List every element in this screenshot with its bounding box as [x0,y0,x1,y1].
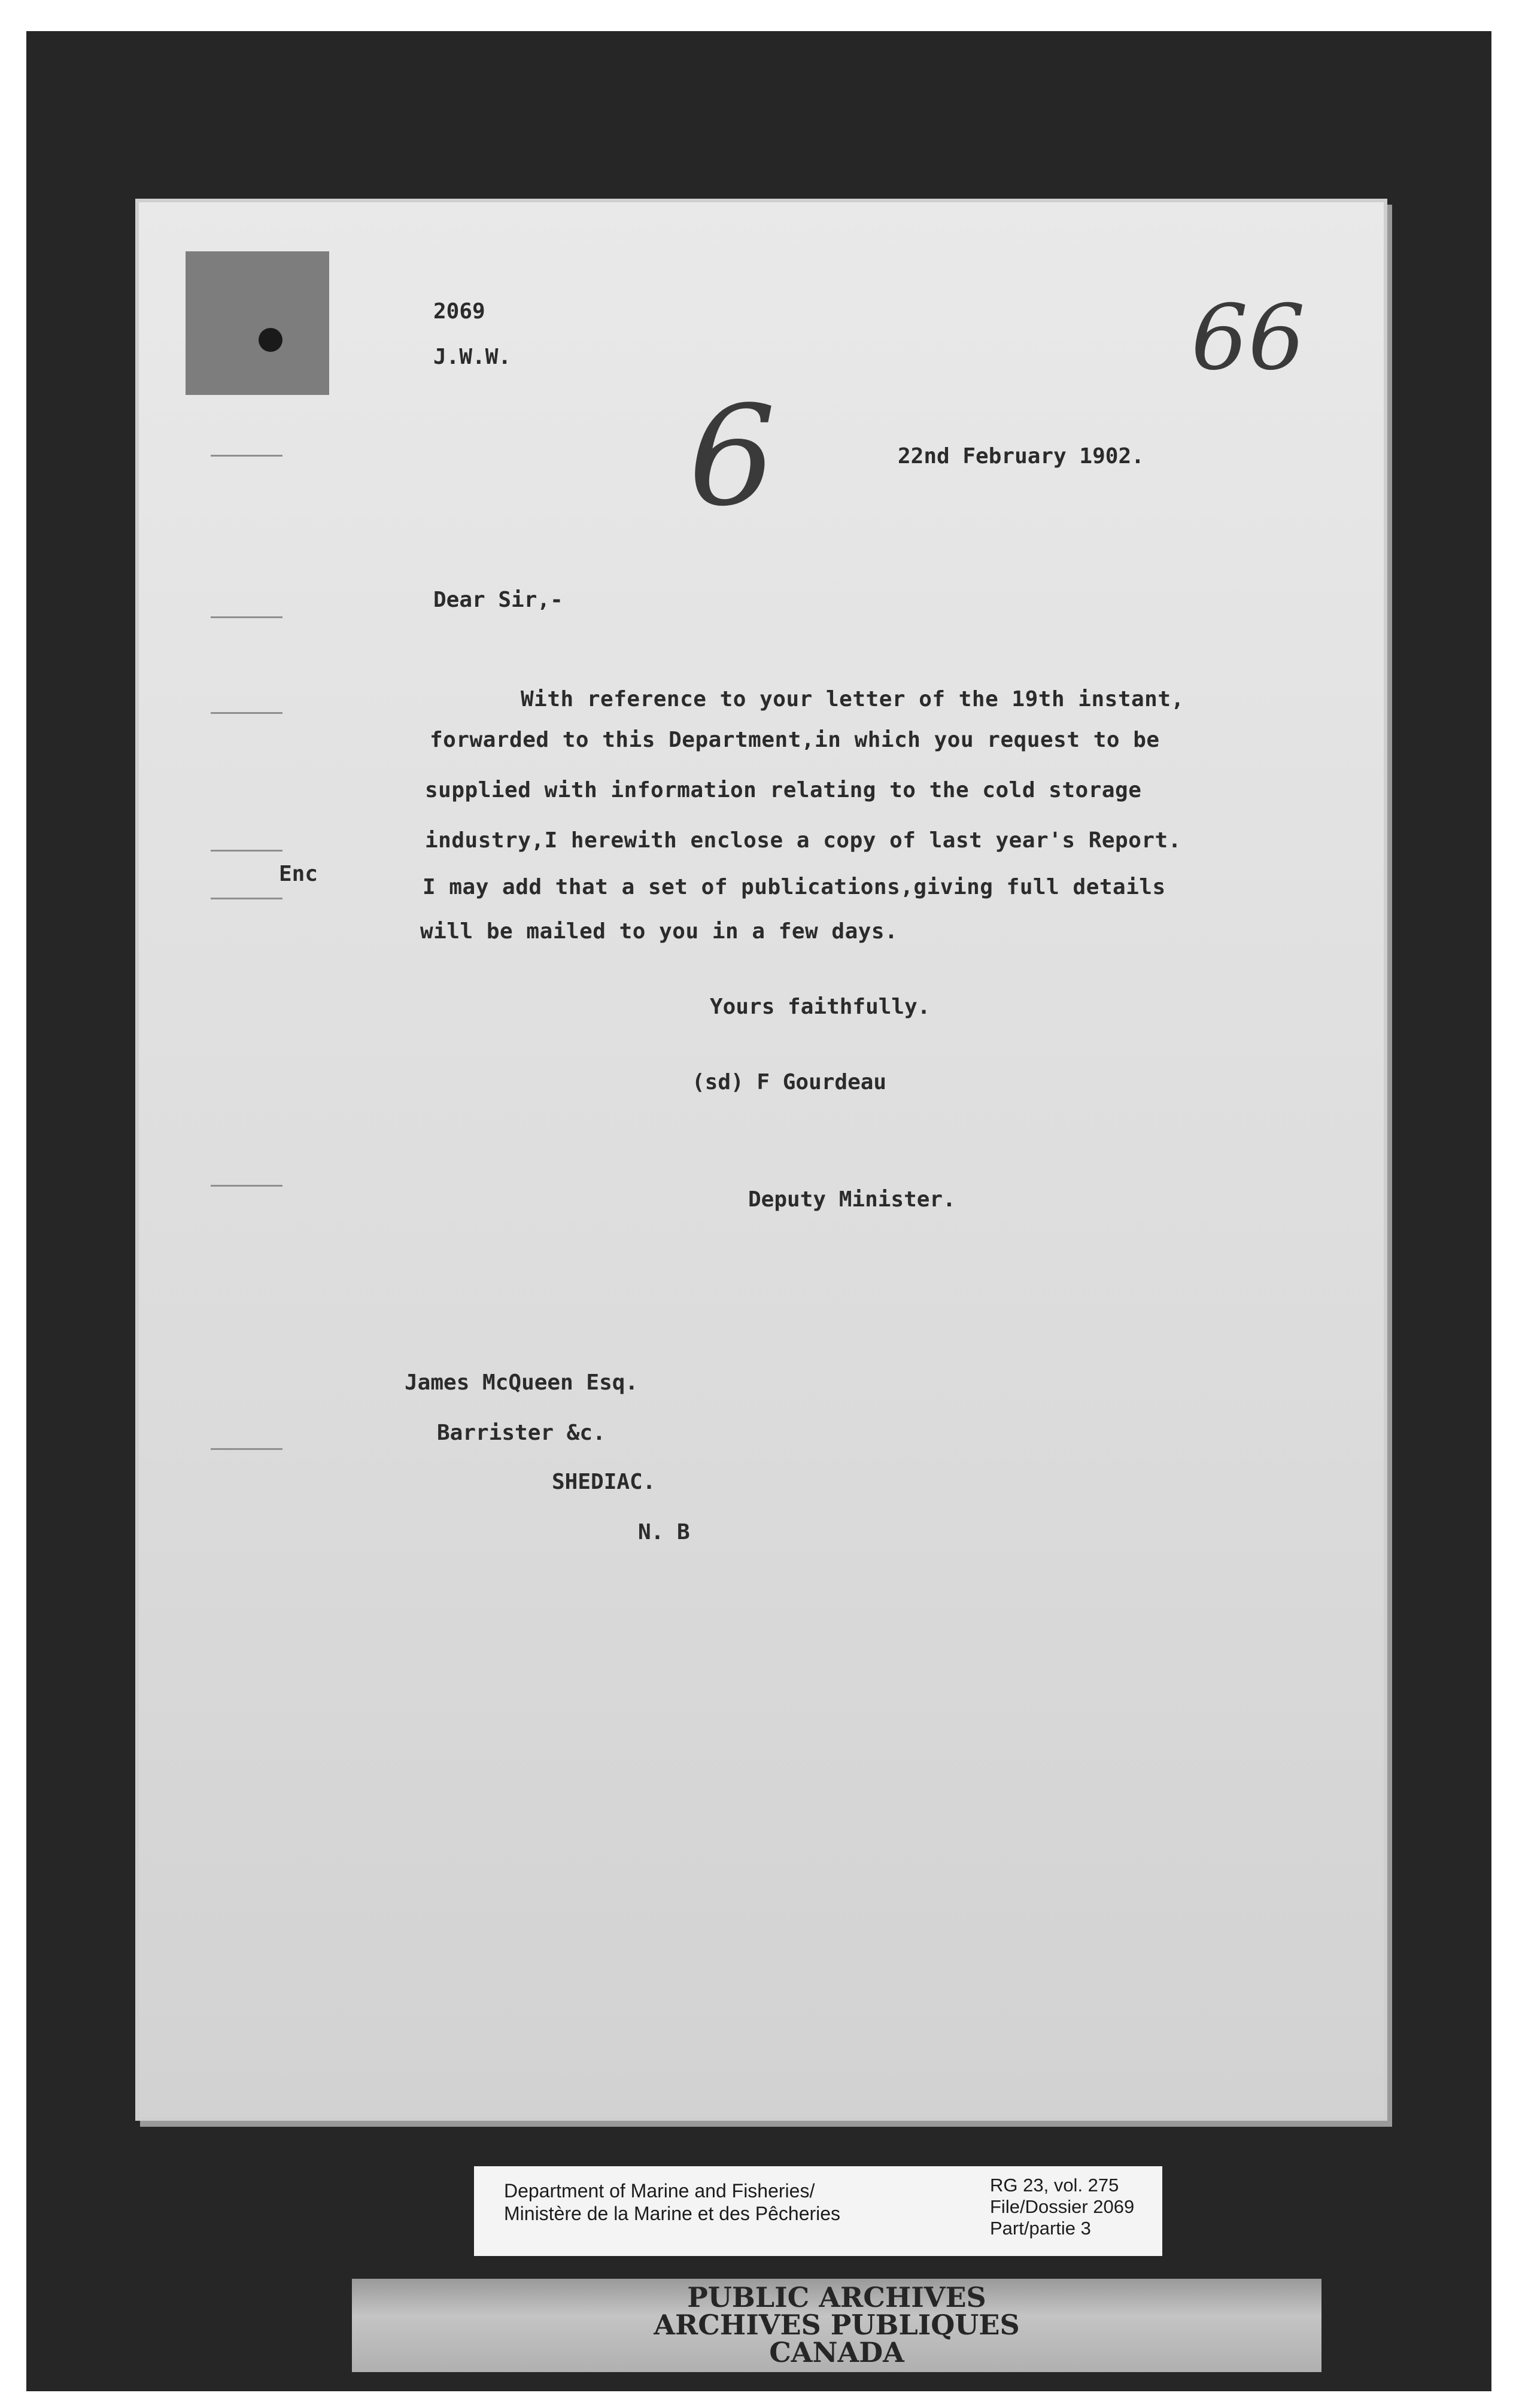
file-number: 2069 [433,299,485,324]
margin-tick [211,850,282,852]
margin-tick [211,455,282,457]
salutation: Dear Sir,- [433,588,563,612]
margin-tick [211,898,282,899]
handwritten-mark: 6 [688,377,776,537]
part-partie: Part/partie 3 [990,2218,1091,2239]
body-line: will be mailed to you in a few days. [420,919,898,944]
record-group: RG 23, vol. 275 [990,2175,1119,2196]
addressee-name: James McQueen Esq. [405,1370,639,1395]
margin-tick [211,1448,282,1450]
signature: (sd) F Gourdeau [692,1070,887,1094]
margin-note: Enc [279,862,318,886]
letter-date: 22nd February 1902. [898,444,1144,469]
addressee-profession: Barrister &c. [437,1421,606,1445]
archive-stamp [352,2279,1321,2372]
initials: J.W.W. [433,345,512,369]
margin-tick [211,616,282,618]
file-dossier: File/Dossier 2069 [990,2196,1135,2217]
closing: Yours faithfully. [710,995,931,1019]
folio-number: 66 [1191,286,1305,390]
addressee-town: SHEDIAC. [552,1470,656,1494]
punch-hole-icon [259,328,282,352]
addressee-province: N. B [638,1520,690,1544]
body-line: supplied with information relating to the cold storage [425,778,1142,802]
margin-tick [211,712,282,714]
archive-label [474,2166,1162,2256]
tab-corner [186,251,329,395]
department-en: Department of Marine and Fisheries/ [504,2180,815,2202]
stamp-line-1: PUBLIC ARCHIVES [687,2281,986,2313]
margin-tick [211,1185,282,1187]
body-line: I may add that a set of publications,giving full details [423,875,1166,899]
body-line: With reference to your letter of the 19th instant, [521,687,1184,712]
department-fr: Ministère de la Marine et des Pêcheries [504,2203,841,2224]
stamp-line-3: CANADA [769,2336,904,2369]
body-line: industry,I herewith enclose a copy of last year's Report. [425,828,1181,853]
signer-title: Deputy Minister. [748,1187,956,1212]
stamp-line-2: ARCHIVES PUBLIQUES [654,2309,1020,2341]
body-line: forwarded to this Department,in which you request to be [430,728,1160,752]
